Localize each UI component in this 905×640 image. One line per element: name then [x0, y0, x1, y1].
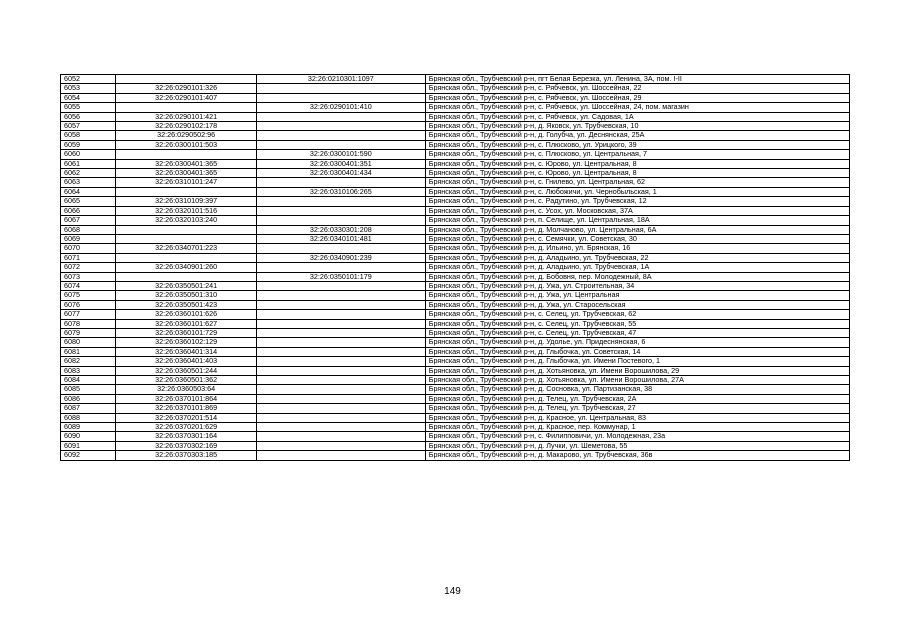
row-number-cell: 6053 [61, 84, 116, 93]
row-number-cell: 6060 [61, 150, 116, 159]
address-cell: Брянская обл., Трубчевский р-н, д. Ужа, ул. Строительная, 34 [425, 281, 849, 290]
address-cell: Брянская обл., Трубчевский р-н, д. Красное, пер. Коммунар, 1 [425, 423, 849, 432]
row-number-cell: 6069 [61, 234, 116, 243]
building-cadastral-number-cell: 32:26:0300401:434 [256, 169, 425, 178]
building-cadastral-number-cell [256, 441, 425, 450]
table-row [61, 263, 850, 272]
land-cadastral-number-cell: 32:26:0300401:365 [116, 169, 257, 178]
land-cadastral-number-cell: 32:26:0370101:864 [116, 394, 257, 403]
building-cadastral-number-cell [256, 84, 425, 93]
row-number-cell: 6071 [61, 253, 116, 262]
row-number-cell: 6070 [61, 244, 116, 253]
address-cell: Брянская обл., Трубчевский р-н, с. Рябчевск, ул. Шоссейная, 24, пом. магазин [425, 103, 849, 112]
table-row [61, 413, 850, 422]
table-row [61, 328, 850, 337]
address-cell: Брянская обл., Трубчевский р-н, д. Лучки, ул. Шеметова, 55 [425, 441, 849, 450]
building-cadastral-number-cell [256, 366, 425, 375]
building-cadastral-number-cell: 32:26:0310106:265 [256, 187, 425, 196]
address-cell: Брянская обл., Трубчевский р-н, с. Юрово, ул. Центральная, 8 [425, 159, 849, 168]
row-number-cell: 6087 [61, 404, 116, 413]
building-cadastral-number-cell [256, 394, 425, 403]
land-cadastral-number-cell: 32:26:0360501:362 [116, 376, 257, 385]
table-row [61, 244, 850, 253]
address-cell: Брянская обл., Трубчевский р-н, п. Селище, ул. Центральная, 18А [425, 216, 849, 225]
row-number-cell: 6084 [61, 376, 116, 385]
row-number-cell: 6089 [61, 423, 116, 432]
land-cadastral-number-cell: 32:26:0360101:626 [116, 310, 257, 319]
land-cadastral-number-cell [116, 272, 257, 281]
table-row [61, 103, 850, 112]
address-cell: Брянская обл., Трубчевский р-н, д. Глыбочка, ул. Имени Постевого, 1 [425, 357, 849, 366]
row-number-cell: 6079 [61, 328, 116, 337]
row-number-cell: 6055 [61, 103, 116, 112]
row-number-cell: 6058 [61, 131, 116, 140]
address-cell: Брянская обл., Трубчевский р-н, д. Ильино, ул. Брянская, 16 [425, 244, 849, 253]
table-row [61, 291, 850, 300]
table-row [61, 225, 850, 234]
table-row [61, 376, 850, 385]
building-cadastral-number-cell [256, 347, 425, 356]
land-cadastral-number-cell: 32:26:0300401:365 [116, 159, 257, 168]
building-cadastral-number-cell [256, 310, 425, 319]
land-cadastral-number-cell: 32:26:0350501:241 [116, 281, 257, 290]
land-cadastral-number-cell [116, 103, 257, 112]
land-cadastral-number-cell [116, 150, 257, 159]
building-cadastral-number-cell: 32:26:0330301:208 [256, 225, 425, 234]
table-row [61, 216, 850, 225]
table-row [61, 253, 850, 262]
land-cadastral-number-cell [116, 253, 257, 262]
land-cadastral-number-cell: 32:26:0290502:96 [116, 131, 257, 140]
land-cadastral-number-cell [116, 75, 257, 84]
row-number-cell: 6088 [61, 413, 116, 422]
building-cadastral-number-cell [256, 291, 425, 300]
table-row [61, 357, 850, 366]
row-number-cell: 6065 [61, 197, 116, 206]
land-cadastral-number-cell: 32:26:0290101:326 [116, 84, 257, 93]
row-number-cell: 6090 [61, 432, 116, 441]
land-cadastral-number-cell: 32:26:0370201:514 [116, 413, 257, 422]
table-row [61, 338, 850, 347]
building-cadastral-number-cell [256, 206, 425, 215]
row-number-cell: 6057 [61, 122, 116, 131]
address-cell: Брянская обл., Трубчевский р-н, д. Телец, ул. Трубчевская, 2А [425, 394, 849, 403]
table-row [61, 178, 850, 187]
land-cadastral-number-cell: 32:26:0320101:516 [116, 206, 257, 215]
page-number: 149 [444, 586, 461, 597]
table-row [61, 75, 850, 84]
building-cadastral-number-cell [256, 122, 425, 131]
table-row [61, 272, 850, 281]
address-cell: Брянская обл., Трубчевский р-н, д. Красное, ул. Центральная, 83 [425, 413, 849, 422]
land-cadastral-number-cell [116, 225, 257, 234]
land-cadastral-number-cell: 32:26:0360101:627 [116, 319, 257, 328]
building-cadastral-number-cell [256, 178, 425, 187]
table-row [61, 93, 850, 102]
table-row [61, 451, 850, 460]
address-cell: Брянская обл., Трубчевский р-н, с. Рябчевск, ул. Шоссейная, 22 [425, 84, 849, 93]
row-number-cell: 6077 [61, 310, 116, 319]
row-number-cell: 6086 [61, 394, 116, 403]
land-cadastral-number-cell: 32:26:0370302:169 [116, 441, 257, 450]
address-cell: Брянская обл., Трубчевский р-н, д. Ужа, ул. Старосельская [425, 300, 849, 309]
row-number-cell: 6059 [61, 140, 116, 149]
building-cadastral-number-cell [256, 131, 425, 140]
row-number-cell: 6081 [61, 347, 116, 356]
address-cell: Брянская обл., Трубчевский р-н, д. Яковск, ул. Трубчевская, 10 [425, 122, 849, 131]
table-row [61, 150, 850, 159]
land-cadastral-number-cell: 32:26:0370303:185 [116, 451, 257, 460]
building-cadastral-number-cell [256, 244, 425, 253]
land-cadastral-number-cell: 32:26:0290102:178 [116, 122, 257, 131]
building-cadastral-number-cell [256, 216, 425, 225]
building-cadastral-number-cell: 32:26:0300101:590 [256, 150, 425, 159]
table-row [61, 169, 850, 178]
row-number-cell: 6076 [61, 300, 116, 309]
row-number-cell: 6073 [61, 272, 116, 281]
land-cadastral-number-cell: 32:26:0340901:260 [116, 263, 257, 272]
building-cadastral-number-cell [256, 404, 425, 413]
building-cadastral-number-cell: 32:26:0210301:1097 [256, 75, 425, 84]
table-row [61, 310, 850, 319]
building-cadastral-number-cell [256, 140, 425, 149]
address-cell: Брянская обл., Трубчевский р-н, д. Хотьяновка, ул. Имени Ворошилова, 27А [425, 376, 849, 385]
building-cadastral-number-cell [256, 357, 425, 366]
address-cell: Брянская обл., Трубчевский р-н, д. Хотьяновка, ул. Имени Ворошилова, 29 [425, 366, 849, 375]
address-cell: Брянская обл., Трубчевский р-н, д. Аладьино, ул. Трубчевская, 22 [425, 253, 849, 262]
table-row [61, 385, 850, 394]
address-cell: Брянская обл., Трубчевский р-н, д. Молчаново, ул. Центральная, 6А [425, 225, 849, 234]
building-cadastral-number-cell [256, 432, 425, 441]
address-cell: Брянская обл., Трубчевский р-н, д. Аладьино, ул. Трубчевская, 1А [425, 263, 849, 272]
table-row [61, 187, 850, 196]
land-cadastral-number-cell: 32:26:0370101:869 [116, 404, 257, 413]
address-cell: Брянская обл., Трубчевский р-н, с. Селец, ул. Трубчевская, 55 [425, 319, 849, 328]
table-row [61, 404, 850, 413]
land-cadastral-number-cell: 32:26:0350501:310 [116, 291, 257, 300]
land-cadastral-number-cell: 32:26:0370201:629 [116, 423, 257, 432]
table-row [61, 300, 850, 309]
row-number-cell: 6091 [61, 441, 116, 450]
address-cell: Брянская обл., Трубчевский р-н, пгт Белая Березка, ул. Ленина, 3А, пом. I-II [425, 75, 849, 84]
building-cadastral-number-cell [256, 93, 425, 102]
row-number-cell: 6052 [61, 75, 116, 84]
building-cadastral-number-cell [256, 413, 425, 422]
table-row [61, 112, 850, 121]
address-cell: Брянская обл., Трубчевский р-н, с. Рябчевск, ул. Шоссейная, 29 [425, 93, 849, 102]
table-row [61, 131, 850, 140]
address-cell: Брянская обл., Трубчевский р-н, с. Плюсково, ул. Центральная, 7 [425, 150, 849, 159]
building-cadastral-number-cell [256, 451, 425, 460]
address-cell: Брянская обл., Трубчевский р-н, д. Голубча, ул. Деснянская, 25А [425, 131, 849, 140]
table-row [61, 197, 850, 206]
building-cadastral-number-cell [256, 423, 425, 432]
row-number-cell: 6083 [61, 366, 116, 375]
row-number-cell: 6092 [61, 451, 116, 460]
address-cell: Брянская обл., Трубчевский р-н, с. Семячки, ул. Советская, 30 [425, 234, 849, 243]
address-cell: Брянская обл., Трубчевский р-н, с. Усох, ул. Московская, 37А [425, 206, 849, 215]
row-number-cell: 6056 [61, 112, 116, 121]
row-number-cell: 6068 [61, 225, 116, 234]
table-row [61, 234, 850, 243]
address-cell: Брянская обл., Трубчевский р-н, д. Глыбочка, ул. Советская, 14 [425, 347, 849, 356]
table-row [61, 281, 850, 290]
table-row [61, 122, 850, 131]
land-cadastral-number-cell: 32:26:0360401:403 [116, 357, 257, 366]
address-cell: Брянская обл., Трубчевский р-н, с. Юрово, ул. Центральная, 8 [425, 169, 849, 178]
land-cadastral-number-cell: 32:26:0290101:421 [116, 112, 257, 121]
land-cadastral-number-cell: 32:26:0310101:247 [116, 178, 257, 187]
row-number-cell: 6072 [61, 263, 116, 272]
table-row [61, 394, 850, 403]
building-cadastral-number-cell [256, 281, 425, 290]
building-cadastral-number-cell: 32:26:0300401:351 [256, 159, 425, 168]
registry-table-body [61, 75, 850, 461]
address-cell: Брянская обл., Трубчевский р-н, с. Любожичи, ул. Чернобыльская, 1 [425, 187, 849, 196]
building-cadastral-number-cell [256, 338, 425, 347]
land-cadastral-number-cell: 32:26:0340701:223 [116, 244, 257, 253]
row-number-cell: 6080 [61, 338, 116, 347]
address-cell: Брянская обл., Трубчевский р-н, с. Филипповичи, ул. Молодежная, 23а [425, 432, 849, 441]
land-cadastral-number-cell: 32:26:0320103:240 [116, 216, 257, 225]
address-cell: Брянская обл., Трубчевский р-н, д. Телец, ул. Трубчевская, 27 [425, 404, 849, 413]
row-number-cell: 6074 [61, 281, 116, 290]
row-number-cell: 6075 [61, 291, 116, 300]
building-cadastral-number-cell: 32:26:0340901:239 [256, 253, 425, 262]
table-row [61, 319, 850, 328]
address-cell: Брянская обл., Трубчевский р-н, с. Рябчевск, ул. Садовая, 1А [425, 112, 849, 121]
building-cadastral-number-cell [256, 319, 425, 328]
land-cadastral-number-cell: 32:26:0350501:423 [116, 300, 257, 309]
row-number-cell: 6085 [61, 385, 116, 394]
table-row [61, 347, 850, 356]
row-number-cell: 6063 [61, 178, 116, 187]
table-row [61, 423, 850, 432]
address-cell: Брянская обл., Трубчевский р-н, с. Селец, ул. Трубчевская, 62 [425, 310, 849, 319]
building-cadastral-number-cell [256, 300, 425, 309]
building-cadastral-number-cell: 32:26:0350101:179 [256, 272, 425, 281]
address-cell: Брянская обл., Трубчевский р-н, д. Бобовня, пер. Молодежный, 8А [425, 272, 849, 281]
building-cadastral-number-cell: 32:26:0290101:410 [256, 103, 425, 112]
table-row [61, 432, 850, 441]
row-number-cell: 6054 [61, 93, 116, 102]
land-cadastral-number-cell: 32:26:0360401:314 [116, 347, 257, 356]
building-cadastral-number-cell [256, 385, 425, 394]
table-row [61, 206, 850, 215]
address-cell: Брянская обл., Трубчевский р-н, д. Макарово, ул. Трубчевская, 36в [425, 451, 849, 460]
address-cell: Брянская обл., Трубчевский р-н, с. Селец, ул. Трубчевская, 47 [425, 328, 849, 337]
land-cadastral-number-cell [116, 234, 257, 243]
table-row [61, 159, 850, 168]
land-cadastral-number-cell: 32:26:0360503:64 [116, 385, 257, 394]
address-cell: Брянская обл., Трубчевский р-н, с. Радутино, ул. Трубчевская, 12 [425, 197, 849, 206]
table-row [61, 441, 850, 450]
address-cell: Брянская обл., Трубчевский р-н, д. Удолье, ул. Придеснянская, 6 [425, 338, 849, 347]
table-row [61, 140, 850, 149]
building-cadastral-number-cell: 32:26:0340101:481 [256, 234, 425, 243]
address-cell: Брянская обл., Трубчевский р-н, д. Сосновка, ул. Партизанская, 38 [425, 385, 849, 394]
row-number-cell: 6066 [61, 206, 116, 215]
address-cell: Брянская обл., Трубчевский р-н, с. Плюсково, ул. Урицкого, 39 [425, 140, 849, 149]
land-cadastral-number-cell: 32:26:0360101:729 [116, 328, 257, 337]
row-number-cell: 6082 [61, 357, 116, 366]
building-cadastral-number-cell [256, 376, 425, 385]
row-number-cell: 6067 [61, 216, 116, 225]
row-number-cell: 6062 [61, 169, 116, 178]
property-registry-table [60, 74, 850, 461]
land-cadastral-number-cell [116, 187, 257, 196]
table-row [61, 366, 850, 375]
building-cadastral-number-cell [256, 263, 425, 272]
address-cell: Брянская обл., Трубчевский р-н, с. Гнилево, ул. Центральная, 62 [425, 178, 849, 187]
land-cadastral-number-cell: 32:26:0310109:397 [116, 197, 257, 206]
land-cadastral-number-cell: 32:26:0360501:244 [116, 366, 257, 375]
land-cadastral-number-cell: 32:26:0370301:164 [116, 432, 257, 441]
land-cadastral-number-cell: 32:26:0360102:129 [116, 338, 257, 347]
building-cadastral-number-cell [256, 197, 425, 206]
land-cadastral-number-cell: 32:26:0300101:503 [116, 140, 257, 149]
building-cadastral-number-cell [256, 112, 425, 121]
row-number-cell: 6061 [61, 159, 116, 168]
row-number-cell: 6064 [61, 187, 116, 196]
building-cadastral-number-cell [256, 328, 425, 337]
row-number-cell: 6078 [61, 319, 116, 328]
table-row [61, 84, 850, 93]
address-cell: Брянская обл., Трубчевский р-н, д. Ужа, ул. Центральная [425, 291, 849, 300]
land-cadastral-number-cell: 32:26:0290101:407 [116, 93, 257, 102]
